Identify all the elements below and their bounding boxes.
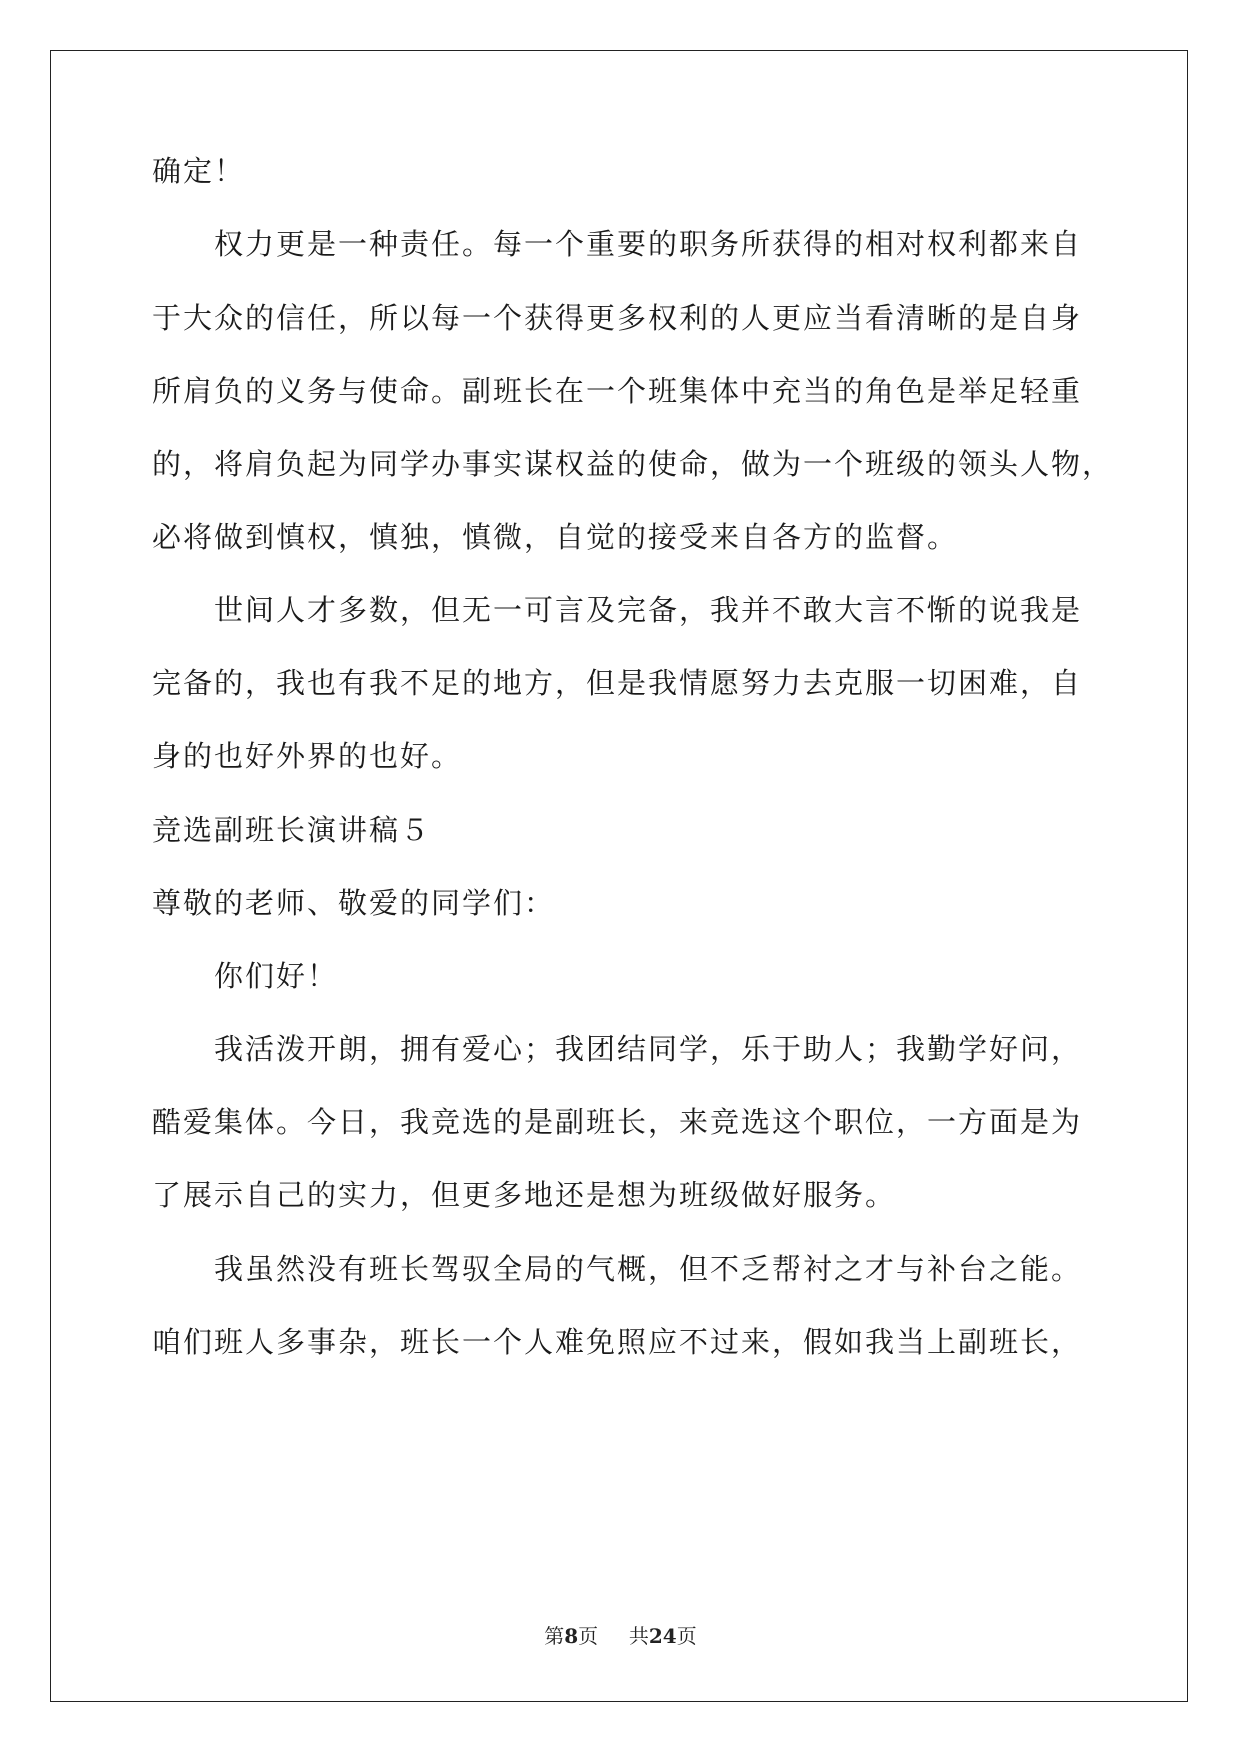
salutation: 尊敬的老师、敬爱的同学们： [152, 886, 556, 920]
page-footer [0, 1623, 1241, 1649]
page-prefix: 第 [544, 1624, 565, 1648]
body-line: 了展示自己的实力，但更多地还是想为班级做好服务。 [152, 1178, 897, 1212]
body-line: 必将做到慎权，慎独，慎微，自觉的接受来自各方的监督。 [152, 520, 959, 554]
body-line: 我虽然没有班长驾驭全局的气概，但不乏帮衬之才与补台之能。 [214, 1252, 1083, 1286]
body-line: 我活泼开朗，拥有爱心；我团结同学，乐于助人；我勤学好问， [214, 1032, 1083, 1066]
total-suffix: 页 [676, 1624, 697, 1648]
body-line: 完备的，我也有我不足的地方，但是我情愿努力去克服一切困难，自 [152, 666, 1083, 700]
body-line: 确定！ [152, 154, 246, 188]
section-heading: 竞选副班长演讲稿５ [152, 813, 432, 847]
body-line: 所肩负的义务与使命。副班长在一个班集体中充当的角色是举足轻重 [152, 374, 1083, 408]
total-pages: 24 [648, 1624, 677, 1648]
body-line: 权力更是一种责任。每一个重要的职务所获得的相对权利都来自 [214, 227, 1083, 261]
body-line: 身的也好外界的也好。 [152, 739, 463, 773]
body-line: 于大众的信任，所以每一个获得更多权利的人更应当看清晰的是自身 [152, 301, 1083, 335]
total-prefix: 共 [628, 1624, 649, 1648]
body-line: 酷爱集体。今日，我竞选的是副班长，来竞选这个职位，一方面是为 [152, 1105, 1083, 1139]
body-line: 的，将肩负起为同学办事实谋权益的使命，做为一个班级的领头人物， [152, 447, 1114, 481]
body-line: 咱们班人多事杂，班长一个人难免照应不过来，假如我当上副班长， [152, 1325, 1083, 1359]
page-number: 8 [564, 1624, 579, 1648]
greeting: 你们好！ [214, 959, 339, 993]
page-suffix: 页 [578, 1624, 599, 1648]
body-line: 世间人才多数，但无一可言及完备，我并不敢大言不惭的说我是 [214, 593, 1083, 627]
